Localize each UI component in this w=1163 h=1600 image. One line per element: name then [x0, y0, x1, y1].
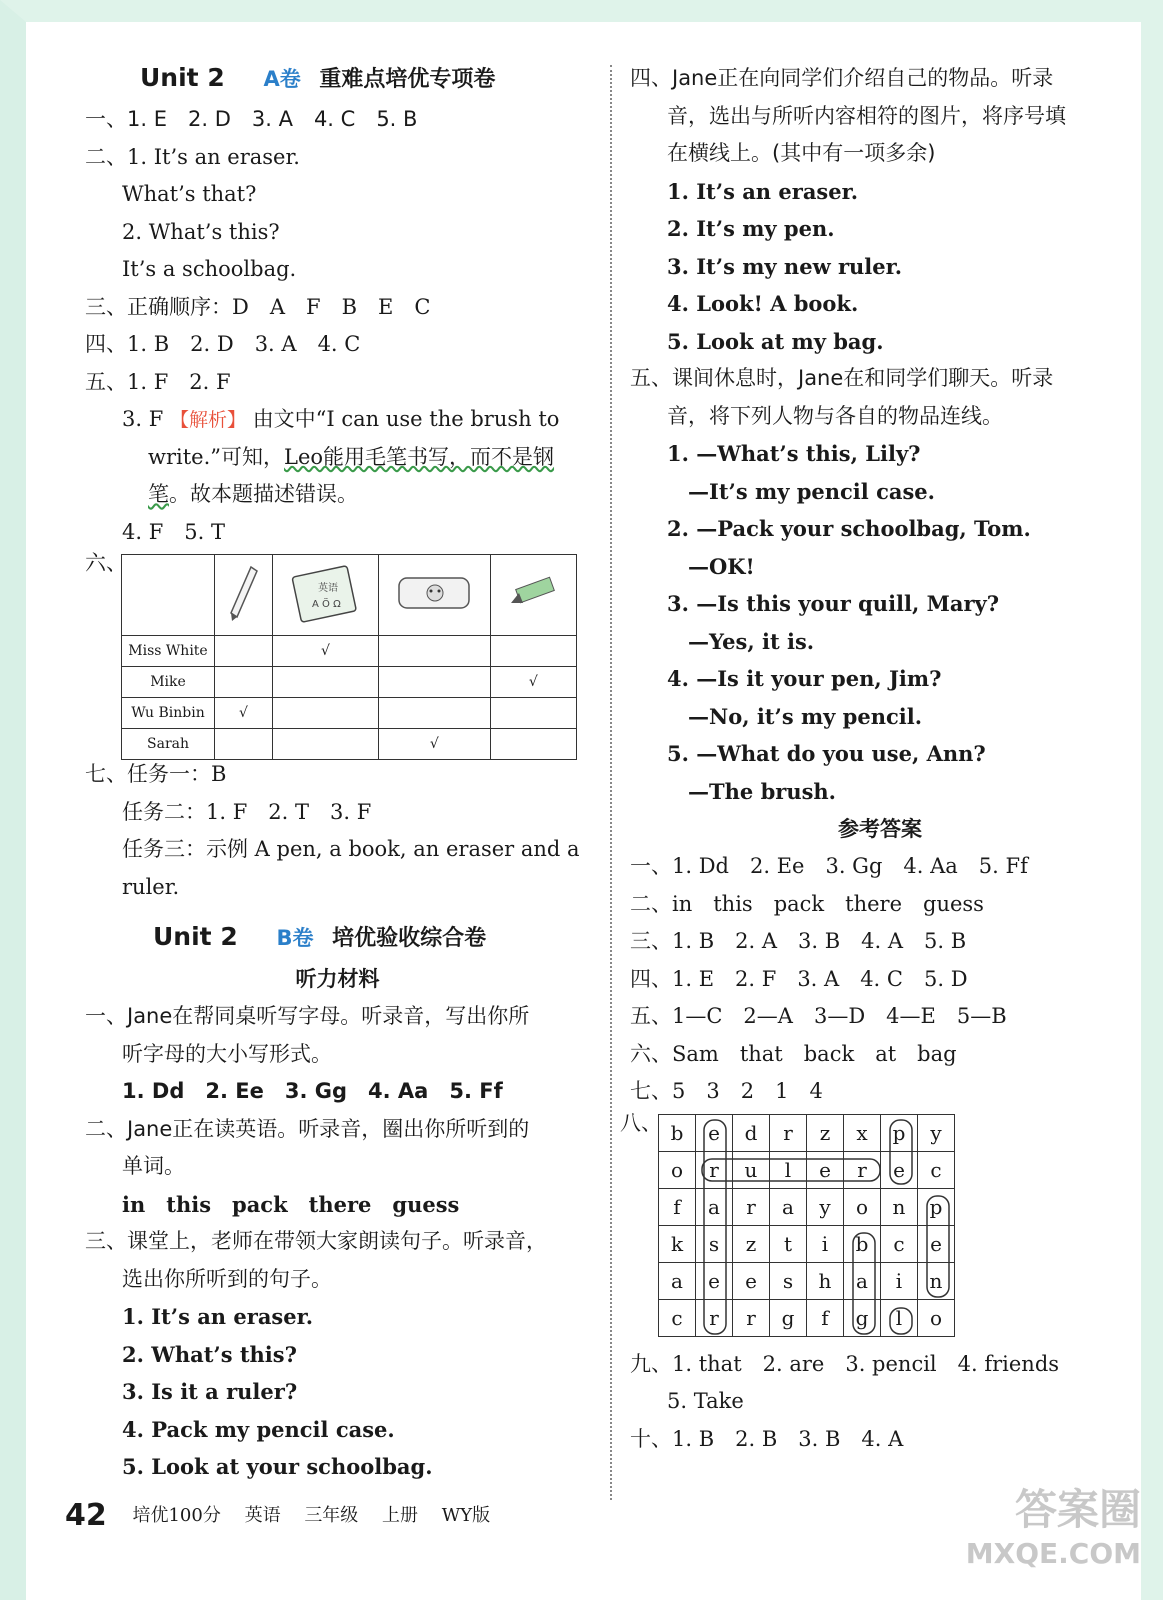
volume: 上册: [382, 1504, 419, 1526]
answer-line: 四、1. B 2. D 3. A 4. C: [85, 332, 361, 356]
grid-cell: c: [918, 1151, 955, 1188]
analysis-text: 。故本题描述错误。: [169, 482, 358, 506]
grid-cell: r: [733, 1299, 770, 1336]
grid-cell: g: [844, 1299, 881, 1336]
svg-text:英语: 英语: [318, 583, 339, 594]
grid-cell: i: [807, 1225, 844, 1262]
listen-line: 2. It’s my pen.: [667, 216, 835, 241]
grid-cell: p: [881, 1114, 918, 1151]
answer-line: ruler.: [122, 874, 180, 899]
listen-line: —No, it’s my pencil.: [688, 703, 923, 729]
english-book-icon: [272, 555, 378, 636]
row-name: Sarah: [122, 729, 215, 760]
grid-cell: y: [918, 1114, 955, 1151]
grid-cell: c: [659, 1299, 696, 1336]
listen-line: —The brush.: [688, 778, 836, 804]
unit2a-title: Unit 2: [140, 63, 225, 92]
listening-title: 听力材料: [295, 967, 380, 991]
check-cell: √: [272, 636, 378, 667]
unit2a-badge: A卷: [263, 67, 301, 91]
grid-cell: r: [696, 1151, 733, 1188]
unit2b-badge: B卷: [276, 926, 314, 950]
check-cell: [490, 698, 576, 729]
grid-cell: s: [696, 1225, 733, 1262]
answer-line: 六、Sam that back at bag: [630, 1041, 957, 1066]
grid-cell: l: [881, 1299, 918, 1336]
answer-line: 九、1. that 2. are 3. pencil 4. friends: [630, 1351, 1060, 1376]
row-name: Miss White: [122, 636, 215, 667]
listen-line: 3. —Is this your quill, Mary?: [667, 591, 1000, 616]
answer-line: 五、1—C 2—A 3—D 4—E 5—B: [630, 1004, 1007, 1028]
listen-line: 单词。: [122, 1154, 185, 1178]
grade: 三年级: [304, 1504, 359, 1526]
answer-line: 4. F 5. T: [122, 519, 226, 544]
answer-line: 三、1. B 2. A 3. B 4. A 5. B: [630, 929, 967, 953]
listen-line: —It’s my pencil case.: [688, 478, 935, 504]
check-cell: [215, 667, 273, 698]
unit2a-heading: [85, 55, 590, 101]
answer-line: It’s a schoolbag.: [122, 257, 297, 281]
grid-cell: b: [844, 1225, 881, 1262]
grid-cell: b: [659, 1114, 696, 1151]
grid-cell: o: [844, 1188, 881, 1225]
answer-line: 5. Take: [667, 1389, 744, 1413]
listen-line: 5. Look at my bag.: [667, 328, 884, 354]
grid-cell: r: [770, 1114, 807, 1151]
listen-line: 4. —Is it your pen, Jim?: [667, 666, 942, 691]
grid-cell: t: [770, 1225, 807, 1262]
analysis-text: 由文中“I can use the brush to: [252, 407, 560, 431]
listen-line: 三、课堂上，老师在带领大家朗读句子。听录音，: [85, 1229, 547, 1253]
grid-cell: a: [770, 1188, 807, 1225]
listen-line: 选出你所听到的句子。: [122, 1266, 332, 1291]
check-cell: [272, 698, 378, 729]
grid-cell: a: [659, 1262, 696, 1299]
answer-line: 二、1. It’s an eraser.: [85, 144, 300, 169]
check-cell: √: [490, 667, 576, 698]
grid-cell: z: [807, 1114, 844, 1151]
check-cell: [379, 636, 491, 667]
listen-line: 5. —What do you use, Ann?: [667, 741, 986, 766]
check-cell: [215, 729, 273, 760]
row-name: Mike: [122, 667, 215, 698]
answer-line: 三、正确顺序：D A F B E C: [85, 294, 431, 319]
answer-line: 2. What’s this?: [122, 219, 280, 244]
listen-line: 五、课间休息时，Jane在和同学们聊天。听录: [630, 366, 1054, 390]
answers-title: 参考答案: [838, 817, 922, 841]
q8-label: 八、: [620, 1110, 662, 1135]
answer-line: 五、1. F 2. F: [85, 369, 231, 394]
check-cell: √: [215, 698, 273, 729]
grid-cell: c: [881, 1225, 918, 1262]
pen-icon: [215, 555, 273, 636]
unit2b-heading: [85, 914, 590, 960]
listen-line: 5. Look at your schoolbag.: [122, 1454, 433, 1479]
listen-line: 4. Pack my pencil case.: [122, 1416, 395, 1442]
listen-line: 2. What’s this?: [122, 1341, 297, 1367]
q8-block: [620, 1110, 1130, 1346]
listen-line: 1. It’s an eraser.: [122, 1304, 314, 1329]
left-column: [85, 55, 590, 1486]
grid-cell: a: [696, 1188, 733, 1225]
page-footer: [65, 1498, 508, 1533]
grid-cell: e: [696, 1114, 733, 1151]
check-cell: [490, 729, 576, 760]
row-name: Wu Binbin: [122, 698, 215, 729]
grid-cell: n: [918, 1262, 955, 1299]
unit2b-name: 培优验收综合卷: [332, 926, 487, 951]
listen-line: —OK!: [688, 553, 755, 579]
matching-table: [121, 554, 577, 760]
watermark: [965, 1485, 1141, 1576]
grid-cell: g: [770, 1299, 807, 1336]
listen-line: 四、Jane正在向同学们介绍自己的物品。听录: [630, 66, 1054, 90]
listen-line: 1. Dd 2. Ee 3. Gg 4. Aa 5. Ff: [122, 1079, 503, 1103]
listen-line: 3. Is it a ruler?: [122, 1379, 298, 1404]
grid-cell: d: [733, 1114, 770, 1151]
answer-line: 十、1. B 2. B 3. B 4. A: [630, 1426, 904, 1451]
grid-cell: u: [733, 1151, 770, 1188]
watermark-logo: 答案圈: [1014, 1485, 1141, 1534]
listen-line: 1. —What’s this, Lily?: [667, 441, 921, 466]
edition: WY版: [441, 1504, 491, 1526]
grid-cell: y: [807, 1188, 844, 1225]
listen-line: 3. It’s my new ruler.: [667, 253, 903, 279]
answer-line: 一、1. E 2. D 3. A 4. C 5. B: [85, 107, 418, 131]
listen-line: in this pack there guess: [122, 1191, 460, 1217]
answer-line: 七、任务一：B: [85, 762, 227, 786]
check-cell: [379, 698, 491, 729]
answer-line: 一、1. Dd 2. Ee 3. Gg 4. Aa 5. Ff: [630, 854, 1028, 878]
grid-cell: n: [881, 1188, 918, 1225]
listen-line: 1. It’s an eraser.: [667, 178, 859, 204]
unit2b-title: Unit 2: [153, 922, 238, 951]
column-divider: [610, 65, 612, 1500]
answer-line: 任务三：示例 A pen, a book, an eraser and a: [122, 837, 580, 861]
grid-cell: r: [844, 1151, 881, 1188]
grid-cell: r: [733, 1188, 770, 1225]
grid-cell: z: [733, 1225, 770, 1262]
answer-line: 二、in this pack there guess: [630, 891, 984, 916]
check-cell: [272, 729, 378, 760]
crayon-icon: [490, 555, 576, 636]
q6-label: 六、: [85, 551, 127, 575]
q5-3-prefix: 3. F: [122, 407, 164, 431]
svg-text:A Ö Ω: A Ö Ω: [312, 599, 342, 610]
listen-line: 音，选出与所听内容相符的图片，将序号填: [667, 103, 1066, 128]
pencil-case-icon: [379, 555, 491, 636]
grid-cell: e: [881, 1151, 918, 1188]
check-cell: [379, 667, 491, 698]
page-number: 42: [65, 1498, 107, 1533]
answer-line: 四、1. E 2. F 3. A 4. C 5. D: [630, 966, 968, 991]
analysis-highlight: 笔: [148, 482, 169, 506]
grid-cell: e: [733, 1262, 770, 1299]
listen-line: 2. —Pack your schoolbag, Tom.: [667, 516, 1031, 541]
analysis-line-2: [85, 439, 590, 477]
listen-line: 听字母的大小写形式。: [122, 1041, 332, 1066]
grid-cell: f: [807, 1299, 844, 1336]
analysis-line-3: [85, 476, 590, 514]
grid-cell: f: [659, 1188, 696, 1225]
grid-cell: h: [807, 1262, 844, 1299]
table-corner: [122, 555, 215, 636]
unit2a-name: 重难点培优专项卷: [319, 67, 496, 92]
subject: 英语: [244, 1504, 281, 1526]
grid-cell: e: [696, 1262, 733, 1299]
grid-cell: e: [918, 1225, 955, 1262]
answer-line: 七、5 3 2 1 4: [630, 1079, 823, 1103]
grid-cell: s: [770, 1262, 807, 1299]
right-column: [620, 60, 1130, 1458]
analysis-text: write.”可知，: [148, 444, 285, 469]
grid-cell: o: [918, 1299, 955, 1336]
listen-line: —Yes, it is.: [688, 628, 815, 654]
q6-block: [85, 551, 590, 756]
book-name: 培优100分: [132, 1504, 221, 1526]
check-cell: √: [379, 729, 491, 760]
grid-cell: k: [659, 1225, 696, 1262]
listen-line: 一、Jane在帮同桌听写字母。听录音，写出你所: [85, 1004, 530, 1028]
analysis-tag: 【解析】: [169, 409, 246, 431]
check-cell: [215, 636, 273, 667]
grid-cell: a: [844, 1262, 881, 1299]
analysis-highlight: Leo能用毛笔书写，而不是钢: [284, 444, 555, 469]
grid-cell: e: [807, 1151, 844, 1188]
check-cell: [272, 667, 378, 698]
grid-cell: p: [918, 1188, 955, 1225]
listen-line: 4. Look! A book.: [667, 291, 859, 316]
listen-line: 在横线上。(其中有一项多余): [667, 141, 936, 165]
check-cell: [490, 636, 576, 667]
grid-cell: r: [696, 1299, 733, 1336]
grid-cell: x: [844, 1114, 881, 1151]
grid-cell: i: [881, 1262, 918, 1299]
grid-cell: l: [770, 1151, 807, 1188]
answer-line: What’s that?: [122, 182, 257, 206]
watermark-url: MXQE.COM: [965, 1537, 1141, 1570]
listen-line: 二、Jane正在读英语。听录音，圈出你所听到的: [85, 1116, 530, 1141]
grid-cell: o: [659, 1151, 696, 1188]
word-search-circles: [658, 1114, 958, 1344]
analysis-line-1: [85, 401, 590, 439]
answer-line: 任务二：1. F 2. T 3. F: [122, 799, 372, 824]
listen-line: 音，将下列人物与各自的物品连线。: [667, 403, 1003, 428]
